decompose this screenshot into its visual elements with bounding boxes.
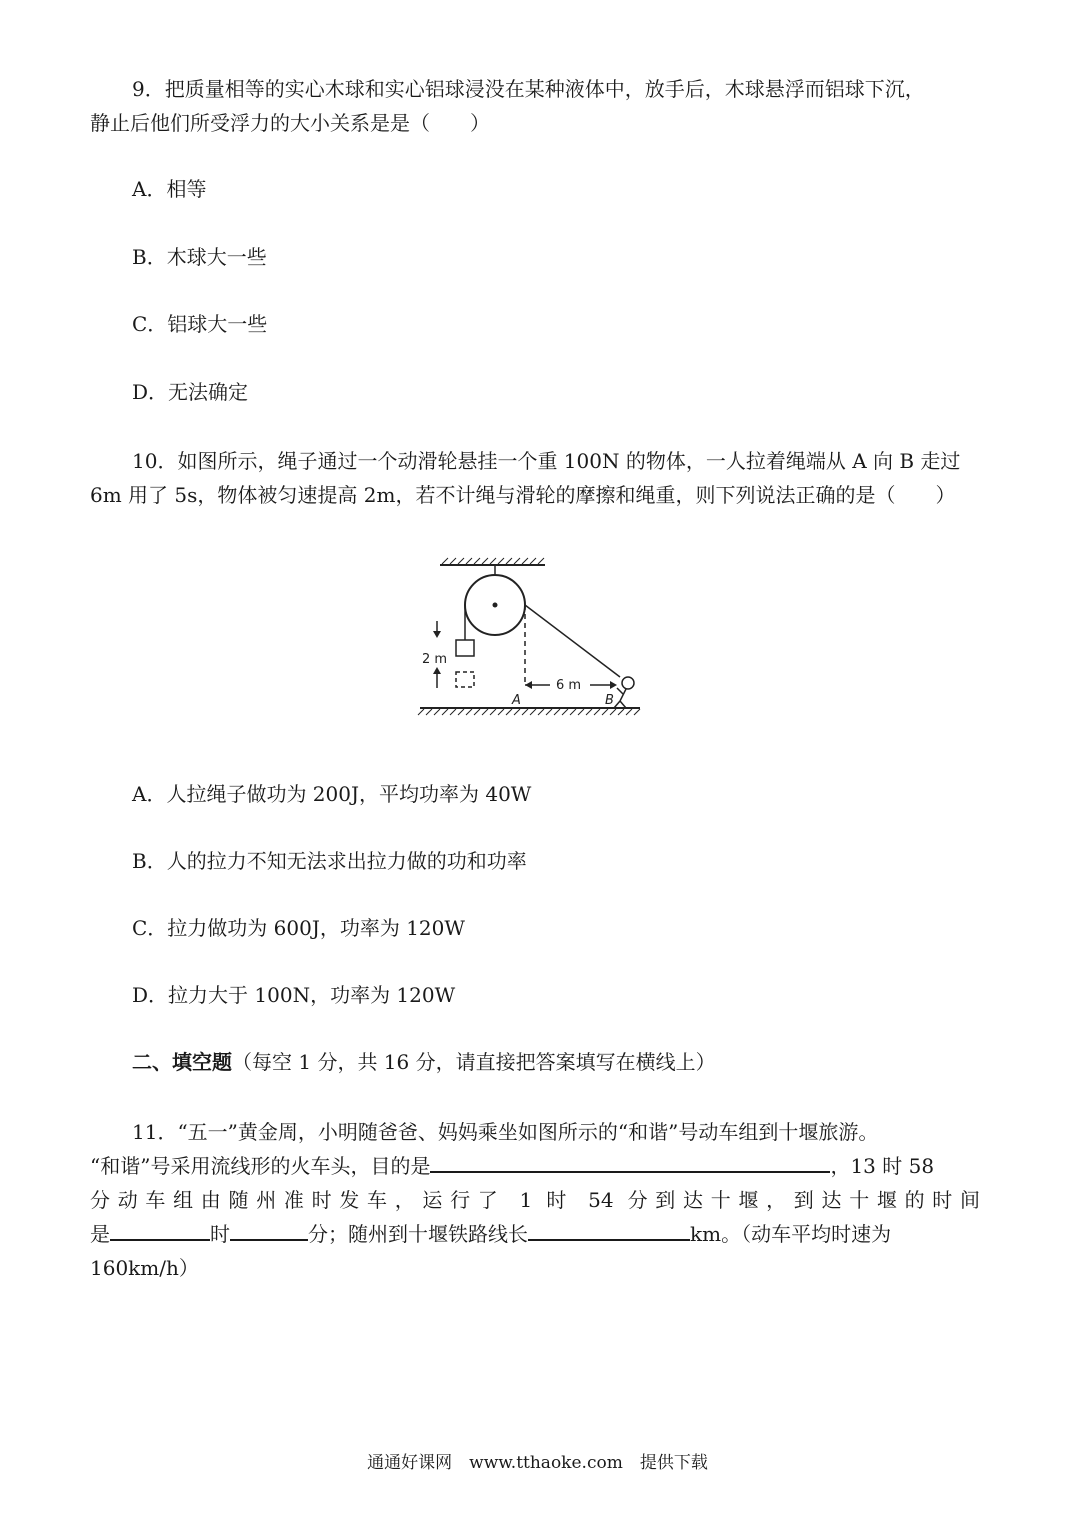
q10-option-c: C．拉力做功为 600J，功率为 120W (132, 916, 465, 940)
q11-line4-text-a: 是 (90, 1222, 110, 1246)
weight-final (456, 640, 474, 656)
q9-option-a: A．相等 (132, 177, 207, 201)
ceiling (440, 558, 545, 565)
distance-label: 6 m (556, 678, 582, 693)
weight-initial (456, 672, 474, 687)
q11-line2-text-b: ，13 时 58 (830, 1154, 935, 1178)
q11-line5: 160km/h） (90, 1256, 199, 1280)
q11-blank-hour[interactable] (110, 1217, 210, 1241)
q11-line1: 11．“五一”黄金周，小明随爸爸、妈妈乘坐如图所示的“和谐”号动车组到十堰旅游。 (132, 1120, 879, 1144)
q10-option-b: B．人的拉力不知无法求出拉力做的功和功率 (132, 849, 527, 873)
point-b-label: B (605, 693, 614, 708)
q10-stem-line1: 10．如图所示，绳子通过一个动滑轮悬挂一个重 100N 的物体，一人拉着绳端从 A 向 B 走过 (132, 449, 961, 473)
section-heading (132, 1047, 716, 1077)
q11-line4-text-d: km。（动车平均时速为 (690, 1222, 892, 1246)
q11-line4-text-c: 分；随州到十堰铁路线长 (308, 1222, 528, 1246)
q9-option-d: D．无法确定 (132, 380, 249, 404)
q11-blank-purpose[interactable] (430, 1149, 830, 1173)
q9-option-c: C．铝球大一些 (132, 312, 268, 336)
q11-line2-text-a: “和谐”号采用流线形的火车头，目的是 (90, 1154, 431, 1178)
q11-line4 (90, 1217, 980, 1251)
q11-line3: 分动车组由随州准时发车，运行了 1 时 54 分到达十堰，到达十堰的时间 (90, 1188, 980, 1212)
q9-option-b: B．木球大一些 (132, 245, 267, 269)
q11-blank-distance[interactable] (528, 1217, 690, 1241)
person-figure (614, 677, 634, 708)
section-title: 二、填空题 (132, 1050, 232, 1074)
rope-to-person (525, 605, 620, 677)
q11-blank-minute[interactable] (230, 1217, 308, 1241)
point-a-label: A (512, 693, 521, 708)
q9-stem-line2: 静止后他们所受浮力的大小关系是是（ ） (90, 111, 490, 135)
pulley-diagram (410, 555, 660, 725)
ground (418, 708, 640, 715)
footer-credit: 通通好课网 www.tthaoke.com 提供下载 (367, 1453, 708, 1473)
height-label: 2 m (422, 652, 448, 667)
q10-option-a: A．人拉绳子做功为 200J，平均功率为 40W (132, 782, 532, 806)
section-note: （每空 1 分，共 16 分，请直接把答案填写在横线上） (232, 1050, 716, 1074)
q10-stem-line2: 6m 用了 5s，物体被匀速提高 2m，若不计绳与滑轮的摩擦和绳重，则下列说法正确的是（ ） (90, 483, 956, 507)
q10-option-d: D．拉力大于 100N，功率为 120W (132, 983, 456, 1007)
q11-line4-text-b: 时 (210, 1222, 230, 1246)
q11-line2 (90, 1149, 980, 1183)
pulley-center (493, 603, 498, 608)
q9-stem-line1: 9．把质量相等的实心木球和实心铝球浸没在某种液体中，放手后，木球悬浮而铝球下沉， (132, 77, 925, 101)
